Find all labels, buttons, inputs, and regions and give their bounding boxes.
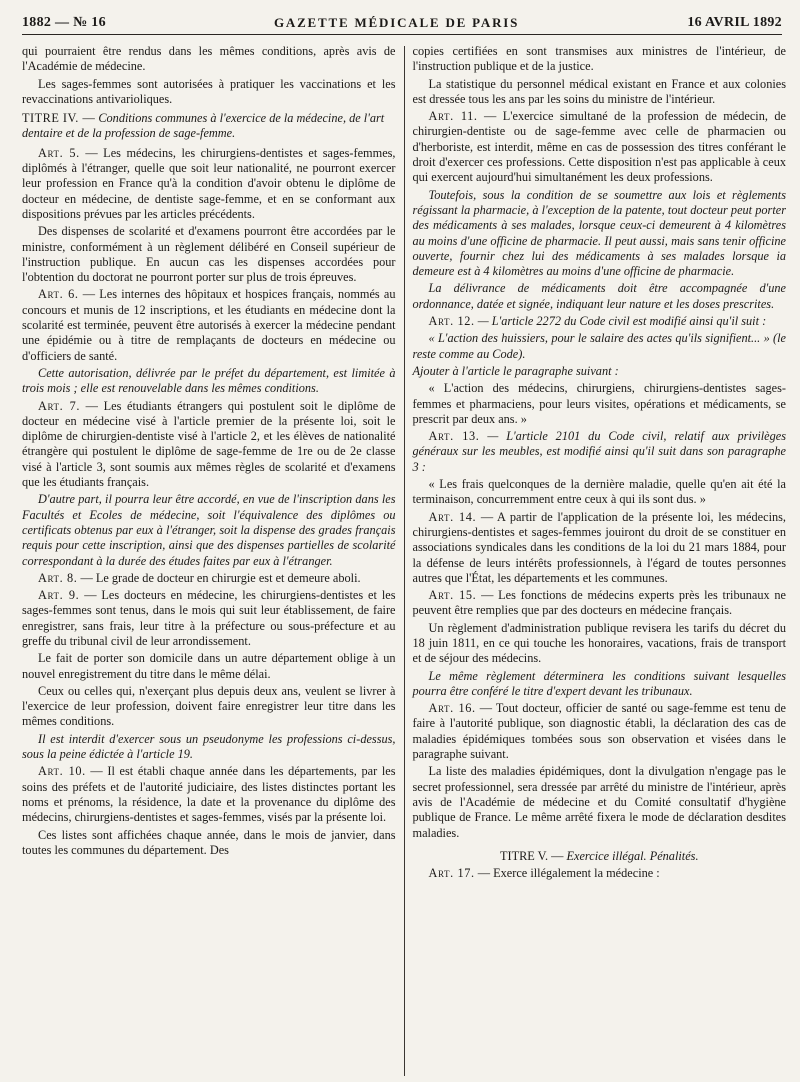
article-9: [22, 588, 396, 649]
paragraph: Ceux ou celles qui, n'exerçant plus depuis deux ans, veulent se livrer à l'exercice de leur profession, doivent faire enregistrer leur titre dans les mêmes conditions.: [22, 683, 396, 729]
paragraph: [22, 492, 396, 568]
issue-number: 1882 — № 16: [22, 15, 106, 30]
paragraph: [413, 669, 787, 700]
article-5: [22, 146, 396, 222]
article-label: Art. 17.: [428, 866, 475, 881]
section-heading: Exercice illégal. Pénalités.: [566, 848, 699, 863]
paragraph: qui pourraient être rendus dans les mêmes conditions, après avis de l'Académie de médecine.: [22, 44, 396, 74]
italic-text: Il est interdit d'exercer sous un pseudonyme les professions ci-dessus, sous la peine édictée à l'article 19.: [22, 731, 396, 762]
paragraph: Des dispenses de scolarité et d'examens pourront être accordées par le ministre, conformément à un règlement délibéré en Conseil supérieur de l'instruction publique. En aucun cas les dispenses accordées pour l'obtention du doctorat ne pourront porter sur plus de trois épreuves.: [22, 224, 396, 285]
paragraph: Le fait de porter son domicile dans un autre département oblige à un nouvel enregistrement du titre dans le même délai.: [22, 651, 396, 681]
article-17: [413, 866, 787, 881]
article-10: [22, 764, 396, 825]
section-label: TITRE V. —: [499, 848, 564, 863]
article-label: Art. 11.: [428, 109, 478, 124]
paragraph: [413, 188, 787, 280]
article-label: Art. 9.: [38, 588, 80, 603]
article-14: [413, 510, 787, 586]
paragraph: « L'action des médecins, chirurgiens, chirurgiens-dentistes sages-femmes et pharmaciens, pour leurs visites, opérations et médicaments, se prescrit par deux ans. »: [412, 381, 787, 426]
article-text: — Le grade de docteur en chirurgie est et demeure aboli.: [77, 570, 361, 585]
article-label: Art. 15.: [428, 588, 477, 603]
paragraph: [22, 366, 396, 397]
article-text: — Exerce illégalement la médecine :: [474, 866, 660, 881]
section-title-v: [413, 849, 787, 864]
article-7: [22, 399, 396, 491]
article-6: [22, 287, 396, 363]
paragraph: [413, 364, 787, 379]
article-15: [413, 588, 787, 619]
article-text: — L'article 2101 du Code civil, relatif aux privilèges généraux sur les meubles, est modifié ainsi qu'il suit dans son paragraphe 3 :: [412, 429, 787, 474]
issue-date: 16 AVRIL 1892: [687, 15, 782, 30]
left-column: [22, 44, 404, 1076]
article-text: — A partir de l'application de la présente loi, les médecins, chirurgiens-dentistes et sages-femmes jouiront du droit de se constituer en associations syndicales dans les conditions de la loi du 21 mars 1884, pour la défense de leurs intérêts professionnels, à l'égard de toutes personnes autres que l'État, les départements et les communes.: [412, 509, 787, 585]
paragraph: Les sages-femmes sont autorisées à pratiquer les vaccinations et les revaccinations antivarioliques.: [22, 76, 396, 106]
article-13: [413, 429, 787, 475]
journal-title: GAZETTE MÉDICALE DE PARIS: [273, 15, 520, 30]
italic-text: « L'action des huissiers, pour le salaire des actes qu'ils signifient... » (le reste comme au Code).: [412, 331, 787, 361]
article-16: [413, 701, 787, 762]
article-text: — Les médecins, les chirurgiens-dentistes et sages-femmes, diplômés à l'étranger, quelle que soit leur nationalité, ne pourront exercer leur profession en France qu'à la condition d'avoir obtenu le diplôme de docteur en médecine, de dentiste sage-femme, et en se conformant aux dispositions prévues par les articles précédents.: [22, 145, 396, 221]
italic-text: Toutefois, sous la condition de se soumettre aux lois et règlements régissant la pharmacie, à l'exception de la patente, tout docteur peut porter des médicaments à ses malades, lorsque ceux-ci demeurent à 4 kilomètres au moins d'une officine de pharmacie. Il peut aussi, mais sans tenir officine ouverte, fournir chez lui des médicaments à ses malades lorsque ia demeure est à 4 kilomètres au moins d'une officine de pharmacie.: [412, 187, 787, 279]
article-text: — Tout docteur, officier de santé ou sage-femme est tenu de faire à l'autorité publique, son diagnostic établi, la déclaration des cas de maladies épidémiques tombées sous son observation et visées dans le paragraphe suivant.: [412, 701, 787, 762]
paragraph: copies certifiées en sont transmises aux ministres de l'intérieur, de l'instruction publique et de la justice.: [412, 44, 787, 74]
article-label: Art. 5.: [38, 145, 80, 160]
article-text: — L'exercice simultané de la profession de médecin, de chirurgien-dentiste ou de sage-femme avec celle de pharmacien ou d'herboriste, est interdit, même en cas de possession des titres conférant le droit d'exercer ces professions. Cette disposition n'est pas applicable à ceux qui exercent aujourd'hui simultanément les deux professions.: [412, 109, 787, 185]
paragraph: [413, 331, 787, 362]
paragraph: La statistique du personnel médical existant en France et aux colonies est dressée tous les ans par les soins du ministre de l'intérieur.: [412, 76, 787, 106]
text-columns: [22, 44, 786, 1076]
article-text: — Les internes des hôpitaux et hospices français, nommés au concours et munis de 12 inscriptions, et les étudiants en médecine dont la scolarité est terminée, peuvent être autorisés à exercer la médecine pendant une épidémie ou à titre de remplaçants de docteurs en médecine ou d'officiers de santé.: [22, 287, 396, 363]
italic-text: Ajouter à l'article le paragraphe suivant :: [412, 363, 619, 378]
article-label: Art. 16.: [428, 701, 476, 716]
paragraph: [22, 732, 396, 763]
article-11: [413, 109, 787, 185]
article-8: [22, 571, 396, 586]
section-heading: Conditions communes à l'exercice de la médecine, de l'art dentaire et de la profession de sage-femme.: [22, 111, 385, 141]
italic-text: Cette autorisation, délivrée par le préfet du département, est limitée à trois mois ; elle est renouvelable dans les mêmes conditions.: [22, 365, 396, 396]
italic-text: Le même règlement déterminera les conditions suivant lesquelles pourra être conféré le titre d'expert devant les tribunaux.: [412, 668, 787, 698]
paragraph: « Les frais quelconques de la dernière maladie, quelle qu'en ait été la terminaison, concurremment entre ceux à qui ils sont dus. »: [412, 477, 787, 507]
paragraph: Un règlement d'administration publique revisera les tarifs du décret du 18 juin 1811, en ce qui touche les honoraires, vacations, frais de transport et de séjour des médecins.: [412, 620, 787, 666]
article-label: Art. 7.: [38, 398, 81, 413]
article-12: [413, 314, 787, 329]
paragraph: [413, 281, 787, 312]
article-text: — Les fonctions de médecins experts près les tribunaux ne peuvent être remplies que par des docteurs en médecine français.: [412, 588, 786, 618]
page-header: [22, 12, 782, 35]
article-text: — Les docteurs en médecine, les chirurgiens-dentistes et les sages-femmes sont tenus, dans le mois qui suit leur établissement, de faire enregistrer, sans frais, leur titre à la préfecture ou sous-préfecture et au greffe du tribunal civil de leur arrondissement.: [22, 588, 396, 648]
right-column: [405, 44, 787, 1076]
article-label: Art. 10.: [38, 764, 86, 779]
section-label: TITRE IV. —: [22, 111, 96, 126]
article-label: Art. 14.: [428, 509, 477, 524]
article-label: Art. 13.: [428, 429, 480, 444]
article-label: Art. 6.: [38, 287, 79, 302]
article-text: — L'article 2272 du Code civil est modifié ainsi qu'il suit :: [474, 314, 767, 329]
article-text: — Il est établi chaque année dans les départements, par les soins des préfets et de l'autorité judiciaire, des listes distinctes portant les noms et prénoms, la résidence, la date et la provenance du diplôme des médecins, chirurgiens-dentistes et sages-femmes, visés par la présente loi.: [22, 764, 396, 825]
italic-text: La délivrance de médicaments doit être accompagnée d'une ordonnance, datée et signée, indiquant leur nature et les doses prescrites.: [412, 281, 787, 311]
article-label: Art. 8.: [38, 570, 78, 585]
section-title-iv: [22, 111, 396, 142]
article-label: Art. 12.: [428, 314, 475, 329]
article-text: — Les étudiants étrangers qui postulent soit le diplôme de docteur en médecine visé à l'article premier de la présente loi, soit le diplôme de chirurgien-dentiste visé à l'article 2, et les élèves de nationalité étrangère qui postulent le diplôme de sage-femme de 1re ou de 2e classe visé à l'article 3, sont soumis aux mêmes règles de scolarité et d'examens que les étudiants français.: [22, 398, 396, 490]
italic-text: D'autre part, il pourra leur être accordé, en vue de l'inscription dans les Facultés et Ecoles de médecine, soit l'équivalence des diplômes ou certificats obtenus par eux à l'étranger, soit la dispense des grades français requis pour cette inscription, ainsi que des dispenses partielles de scolarité correspondant à la durée des études faites par eux à l'étranger.: [22, 492, 396, 568]
paragraph: La liste des maladies épidémiques, dont la divulgation n'engage pas le secret professionnel, sera dressée par arrêté du ministre de l'intérieur, après avis de l'Académie de médecine et du Comité consultatif d'hygiène publique de France. Le même arrêté fixera le mode de déclaration desdites maladies.: [412, 764, 787, 840]
paragraph: Ces listes sont affichées chaque année, dans le mois de janvier, dans toutes les communes du département. Des: [22, 827, 396, 857]
